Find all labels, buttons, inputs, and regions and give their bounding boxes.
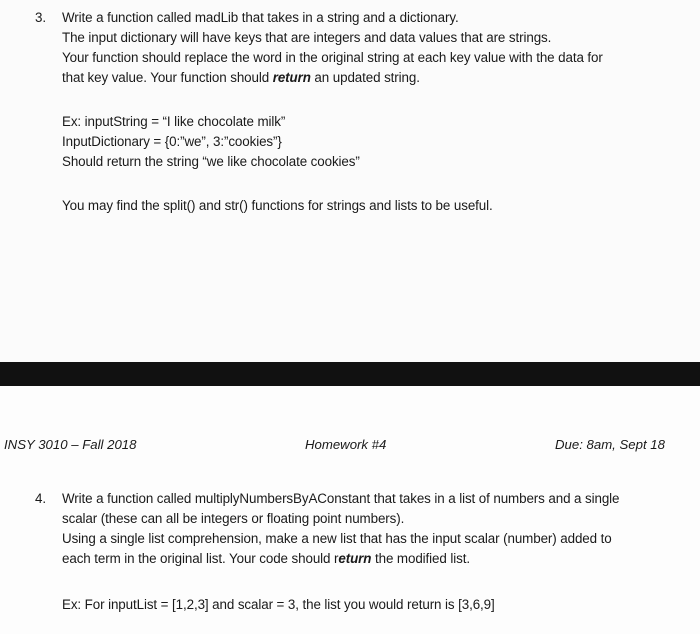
example-input-dictionary: InputDictionary = {0:”we”, 3:”cookies”} — [62, 134, 282, 149]
problem-4-line-1: Write a function called multiplyNumbersByAConstant that takes in a list of numbers and a single — [62, 491, 620, 506]
problem-4 — [36, 489, 696, 629]
example-input-string: Ex: inputString = “I like chocolate milk” — [62, 114, 286, 129]
return-emphasis-4: eturn — [338, 551, 372, 566]
page-separator — [0, 362, 700, 386]
problem-4-line-3: Using a single list comprehension, make a new list that has the input scalar (number) added to — [62, 531, 612, 546]
problem-3-line-3: Your function should replace the word in the original string at each key value with the data for — [62, 50, 603, 65]
problem-3-line-4-start: that key value. Your function should — [62, 70, 270, 85]
problem-4-number: 4. — [35, 491, 46, 506]
problem-3-line-4-end: an updated string. — [310, 70, 420, 85]
problem-3-hint: You may find the split() and str() functions for strings and lists to be useful. — [62, 198, 493, 213]
problem-3-line-1: Write a function called madLib that takes in a string and a dictionary. — [62, 10, 459, 25]
return-emphasis: return — [272, 70, 311, 85]
problem-4-line-2: scalar (these can all be integers or floating point numbers). — [62, 511, 405, 526]
problem-3-line-2: The input dictionary will have keys that are integers and data values that are strings. — [62, 30, 552, 45]
problem-4-example: Ex: For inputList = [1,2,3] and scalar = 3, the list you would return is [3,6,9] — [62, 597, 495, 612]
example-expected-output: Should return the string “we like chocolate cookies” — [62, 154, 360, 169]
assignment-label: Homework #4 — [305, 437, 387, 452]
problem-4-line-4-start: each term in the original list. Your code should r — [62, 551, 339, 566]
problem-3-number: 3. — [35, 10, 46, 25]
due-date-label: Due: 8am, Sept 18 — [555, 437, 665, 452]
problem-3-line-4 — [62, 68, 420, 88]
course-label: INSY 3010 – Fall 2018 — [4, 437, 137, 452]
problem-4-line-4-end: the modified list. — [371, 551, 470, 566]
problem-3 — [36, 8, 686, 218]
problem-4-line-4 — [62, 549, 470, 569]
